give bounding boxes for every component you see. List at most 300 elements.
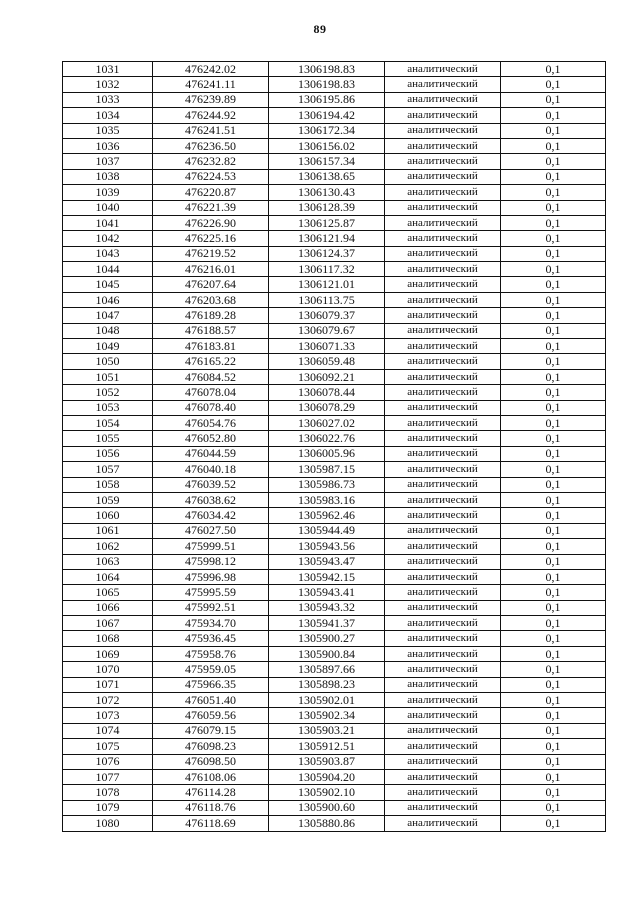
method-cell: аналитический [385, 246, 501, 261]
x-coordinate-cell: 475966.35 [153, 677, 269, 692]
accuracy-cell: 0,1 [501, 769, 606, 784]
y-coordinate-cell: 1306092.21 [269, 369, 385, 384]
y-coordinate-cell: 1306172.34 [269, 123, 385, 138]
x-coordinate-cell: 476118.69 [153, 816, 269, 831]
y-coordinate-cell: 1305941.37 [269, 616, 385, 631]
x-coordinate-cell: 475934.70 [153, 616, 269, 631]
point-number-cell: 1061 [63, 523, 153, 538]
y-coordinate-cell: 1306005.96 [269, 446, 385, 461]
y-coordinate-cell: 1305944.49 [269, 523, 385, 538]
x-coordinate-cell: 475995.59 [153, 585, 269, 600]
table-row [63, 108, 606, 123]
x-coordinate-cell: 476225.16 [153, 231, 269, 246]
y-coordinate-cell: 1305902.10 [269, 785, 385, 800]
y-coordinate-cell: 1305962.46 [269, 508, 385, 523]
point-number-cell: 1070 [63, 662, 153, 677]
method-cell: аналитический [385, 816, 501, 831]
accuracy-cell: 0,1 [501, 415, 606, 430]
x-coordinate-cell: 476051.40 [153, 693, 269, 708]
method-cell: аналитический [385, 415, 501, 430]
point-number-cell: 1042 [63, 231, 153, 246]
x-coordinate-cell: 476098.50 [153, 754, 269, 769]
x-coordinate-cell: 476078.40 [153, 400, 269, 415]
accuracy-cell: 0,1 [501, 477, 606, 492]
y-coordinate-cell: 1306022.76 [269, 431, 385, 446]
point-number-cell: 1032 [63, 77, 153, 92]
method-cell: аналитический [385, 431, 501, 446]
accuracy-cell: 0,1 [501, 92, 606, 107]
method-cell: аналитический [385, 339, 501, 354]
accuracy-cell: 0,1 [501, 569, 606, 584]
table-row [63, 539, 606, 554]
table-row [63, 292, 606, 307]
method-cell: аналитический [385, 292, 501, 307]
accuracy-cell: 0,1 [501, 354, 606, 369]
y-coordinate-cell: 1305880.86 [269, 816, 385, 831]
method-cell: аналитический [385, 754, 501, 769]
accuracy-cell: 0,1 [501, 462, 606, 477]
table-row [63, 446, 606, 461]
point-number-cell: 1054 [63, 415, 153, 430]
point-number-cell: 1057 [63, 462, 153, 477]
y-coordinate-cell: 1305903.21 [269, 723, 385, 738]
accuracy-cell: 0,1 [501, 154, 606, 169]
method-cell: аналитический [385, 585, 501, 600]
accuracy-cell: 0,1 [501, 739, 606, 754]
x-coordinate-cell: 476059.56 [153, 708, 269, 723]
accuracy-cell: 0,1 [501, 754, 606, 769]
y-coordinate-cell: 1306071.33 [269, 339, 385, 354]
table-row [63, 569, 606, 584]
y-coordinate-cell: 1305904.20 [269, 769, 385, 784]
point-number-cell: 1066 [63, 600, 153, 615]
accuracy-cell: 0,1 [501, 785, 606, 800]
accuracy-cell: 0,1 [501, 585, 606, 600]
x-coordinate-cell: 476241.51 [153, 123, 269, 138]
point-number-cell: 1037 [63, 154, 153, 169]
accuracy-cell: 0,1 [501, 431, 606, 446]
point-number-cell: 1049 [63, 339, 153, 354]
accuracy-cell: 0,1 [501, 800, 606, 815]
method-cell: аналитический [385, 785, 501, 800]
point-number-cell: 1080 [63, 816, 153, 831]
method-cell: аналитический [385, 523, 501, 538]
table-row [63, 693, 606, 708]
accuracy-cell: 0,1 [501, 400, 606, 415]
point-number-cell: 1038 [63, 169, 153, 184]
accuracy-cell: 0,1 [501, 554, 606, 569]
point-number-cell: 1047 [63, 308, 153, 323]
method-cell: аналитический [385, 138, 501, 153]
y-coordinate-cell: 1305943.47 [269, 554, 385, 569]
y-coordinate-cell: 1306195.86 [269, 92, 385, 107]
y-coordinate-cell: 1305987.15 [269, 462, 385, 477]
point-number-cell: 1040 [63, 200, 153, 215]
table-row [63, 369, 606, 384]
x-coordinate-cell: 476052.80 [153, 431, 269, 446]
y-coordinate-cell: 1305902.34 [269, 708, 385, 723]
y-coordinate-cell: 1305900.84 [269, 646, 385, 661]
accuracy-cell: 0,1 [501, 616, 606, 631]
method-cell: аналитический [385, 62, 501, 77]
accuracy-cell: 0,1 [501, 292, 606, 307]
point-number-cell: 1043 [63, 246, 153, 261]
method-cell: аналитический [385, 169, 501, 184]
accuracy-cell: 0,1 [501, 262, 606, 277]
y-coordinate-cell: 1306156.02 [269, 138, 385, 153]
table-row [63, 662, 606, 677]
x-coordinate-cell: 476244.92 [153, 108, 269, 123]
y-coordinate-cell: 1306079.37 [269, 308, 385, 323]
method-cell: аналитический [385, 600, 501, 615]
point-number-cell: 1075 [63, 739, 153, 754]
point-number-cell: 1046 [63, 292, 153, 307]
table-row [63, 77, 606, 92]
table-body [63, 62, 606, 832]
point-number-cell: 1078 [63, 785, 153, 800]
table-row [63, 185, 606, 200]
accuracy-cell: 0,1 [501, 693, 606, 708]
accuracy-cell: 0,1 [501, 308, 606, 323]
method-cell: аналитический [385, 323, 501, 338]
y-coordinate-cell: 1306059.48 [269, 354, 385, 369]
table-row [63, 677, 606, 692]
point-number-cell: 1071 [63, 677, 153, 692]
y-coordinate-cell: 1305943.56 [269, 539, 385, 554]
x-coordinate-cell: 475958.76 [153, 646, 269, 661]
x-coordinate-cell: 476221.39 [153, 200, 269, 215]
y-coordinate-cell: 1306113.75 [269, 292, 385, 307]
table-row [63, 123, 606, 138]
method-cell: аналитический [385, 462, 501, 477]
x-coordinate-cell: 475996.98 [153, 569, 269, 584]
table-row [63, 616, 606, 631]
table-row [63, 215, 606, 230]
y-coordinate-cell: 1306078.44 [269, 385, 385, 400]
method-cell: аналитический [385, 631, 501, 646]
accuracy-cell: 0,1 [501, 123, 606, 138]
accuracy-cell: 0,1 [501, 708, 606, 723]
accuracy-cell: 0,1 [501, 492, 606, 507]
method-cell: аналитический [385, 554, 501, 569]
method-cell: аналитический [385, 308, 501, 323]
table-row [63, 92, 606, 107]
table-row [63, 339, 606, 354]
point-number-cell: 1079 [63, 800, 153, 815]
accuracy-cell: 0,1 [501, 508, 606, 523]
y-coordinate-cell: 1305902.01 [269, 693, 385, 708]
point-number-cell: 1034 [63, 108, 153, 123]
table-row [63, 138, 606, 153]
method-cell: аналитический [385, 508, 501, 523]
accuracy-cell: 0,1 [501, 138, 606, 153]
accuracy-cell: 0,1 [501, 816, 606, 831]
point-number-cell: 1064 [63, 569, 153, 584]
table-row [63, 385, 606, 400]
table-row [63, 554, 606, 569]
table-row [63, 154, 606, 169]
point-number-cell: 1048 [63, 323, 153, 338]
x-coordinate-cell: 475998.12 [153, 554, 269, 569]
table-row [63, 785, 606, 800]
point-number-cell: 1050 [63, 354, 153, 369]
table-row [63, 508, 606, 523]
accuracy-cell: 0,1 [501, 677, 606, 692]
coordinates-table [62, 61, 606, 832]
table-row [63, 723, 606, 738]
method-cell: аналитический [385, 200, 501, 215]
x-coordinate-cell: 476219.52 [153, 246, 269, 261]
x-coordinate-cell: 476084.52 [153, 369, 269, 384]
point-number-cell: 1036 [63, 138, 153, 153]
accuracy-cell: 0,1 [501, 169, 606, 184]
y-coordinate-cell: 1306138.65 [269, 169, 385, 184]
y-coordinate-cell: 1305986.73 [269, 477, 385, 492]
point-number-cell: 1059 [63, 492, 153, 507]
method-cell: аналитический [385, 262, 501, 277]
method-cell: аналитический [385, 354, 501, 369]
table-row [63, 816, 606, 831]
x-coordinate-cell: 476040.18 [153, 462, 269, 477]
method-cell: аналитический [385, 185, 501, 200]
accuracy-cell: 0,1 [501, 231, 606, 246]
y-coordinate-cell: 1305943.32 [269, 600, 385, 615]
accuracy-cell: 0,1 [501, 523, 606, 538]
x-coordinate-cell: 476226.90 [153, 215, 269, 230]
method-cell: аналитический [385, 723, 501, 738]
method-cell: аналитический [385, 677, 501, 692]
point-number-cell: 1072 [63, 693, 153, 708]
x-coordinate-cell: 476220.87 [153, 185, 269, 200]
x-coordinate-cell: 476188.57 [153, 323, 269, 338]
y-coordinate-cell: 1306157.34 [269, 154, 385, 169]
method-cell: аналитический [385, 277, 501, 292]
y-coordinate-cell: 1305903.87 [269, 754, 385, 769]
accuracy-cell: 0,1 [501, 339, 606, 354]
method-cell: аналитический [385, 662, 501, 677]
x-coordinate-cell: 476236.50 [153, 138, 269, 153]
point-number-cell: 1045 [63, 277, 153, 292]
y-coordinate-cell: 1305898.23 [269, 677, 385, 692]
table-row [63, 600, 606, 615]
y-coordinate-cell: 1306130.43 [269, 185, 385, 200]
table-row [63, 308, 606, 323]
accuracy-cell: 0,1 [501, 539, 606, 554]
point-number-cell: 1060 [63, 508, 153, 523]
method-cell: аналитический [385, 123, 501, 138]
x-coordinate-cell: 476232.82 [153, 154, 269, 169]
table-row [63, 169, 606, 184]
accuracy-cell: 0,1 [501, 277, 606, 292]
x-coordinate-cell: 476034.42 [153, 508, 269, 523]
y-coordinate-cell: 1306128.39 [269, 200, 385, 215]
table-row [63, 769, 606, 784]
method-cell: аналитический [385, 569, 501, 584]
method-cell: аналитический [385, 231, 501, 246]
table-row [63, 492, 606, 507]
accuracy-cell: 0,1 [501, 62, 606, 77]
x-coordinate-cell: 476114.28 [153, 785, 269, 800]
coordinates-table-container [62, 61, 605, 832]
point-number-cell: 1073 [63, 708, 153, 723]
point-number-cell: 1077 [63, 769, 153, 784]
table-row [63, 754, 606, 769]
accuracy-cell: 0,1 [501, 646, 606, 661]
x-coordinate-cell: 476027.50 [153, 523, 269, 538]
x-coordinate-cell: 476118.76 [153, 800, 269, 815]
point-number-cell: 1055 [63, 431, 153, 446]
x-coordinate-cell: 476189.28 [153, 308, 269, 323]
point-number-cell: 1044 [63, 262, 153, 277]
method-cell: аналитический [385, 92, 501, 107]
table-row [63, 246, 606, 261]
method-cell: аналитический [385, 446, 501, 461]
point-number-cell: 1031 [63, 62, 153, 77]
accuracy-cell: 0,1 [501, 446, 606, 461]
x-coordinate-cell: 476242.02 [153, 62, 269, 77]
point-number-cell: 1065 [63, 585, 153, 600]
y-coordinate-cell: 1305900.27 [269, 631, 385, 646]
method-cell: аналитический [385, 693, 501, 708]
point-number-cell: 1039 [63, 185, 153, 200]
x-coordinate-cell: 475999.51 [153, 539, 269, 554]
y-coordinate-cell: 1306027.02 [269, 415, 385, 430]
x-coordinate-cell: 476098.23 [153, 739, 269, 754]
method-cell: аналитический [385, 77, 501, 92]
accuracy-cell: 0,1 [501, 108, 606, 123]
point-number-cell: 1074 [63, 723, 153, 738]
table-row [63, 277, 606, 292]
method-cell: аналитический [385, 492, 501, 507]
point-number-cell: 1051 [63, 369, 153, 384]
point-number-cell: 1067 [63, 616, 153, 631]
y-coordinate-cell: 1306124.37 [269, 246, 385, 261]
x-coordinate-cell: 476078.04 [153, 385, 269, 400]
method-cell: аналитический [385, 385, 501, 400]
y-coordinate-cell: 1306121.01 [269, 277, 385, 292]
point-number-cell: 1063 [63, 554, 153, 569]
method-cell: аналитический [385, 400, 501, 415]
table-row [63, 800, 606, 815]
x-coordinate-cell: 476183.81 [153, 339, 269, 354]
accuracy-cell: 0,1 [501, 631, 606, 646]
method-cell: аналитический [385, 616, 501, 631]
y-coordinate-cell: 1305897.66 [269, 662, 385, 677]
point-number-cell: 1062 [63, 539, 153, 554]
y-coordinate-cell: 1305942.15 [269, 569, 385, 584]
y-coordinate-cell: 1306198.83 [269, 77, 385, 92]
method-cell: аналитический [385, 646, 501, 661]
table-row [63, 431, 606, 446]
y-coordinate-cell: 1306121.94 [269, 231, 385, 246]
point-number-cell: 1056 [63, 446, 153, 461]
x-coordinate-cell: 475992.51 [153, 600, 269, 615]
accuracy-cell: 0,1 [501, 723, 606, 738]
method-cell: аналитический [385, 739, 501, 754]
accuracy-cell: 0,1 [501, 200, 606, 215]
x-coordinate-cell: 476216.01 [153, 262, 269, 277]
method-cell: аналитический [385, 108, 501, 123]
point-number-cell: 1053 [63, 400, 153, 415]
accuracy-cell: 0,1 [501, 662, 606, 677]
accuracy-cell: 0,1 [501, 185, 606, 200]
x-coordinate-cell: 476239.89 [153, 92, 269, 107]
method-cell: аналитический [385, 154, 501, 169]
table-row [63, 262, 606, 277]
accuracy-cell: 0,1 [501, 246, 606, 261]
method-cell: аналитический [385, 769, 501, 784]
x-coordinate-cell: 476203.68 [153, 292, 269, 307]
table-row [63, 323, 606, 338]
y-coordinate-cell: 1305943.41 [269, 585, 385, 600]
page-number: 89 [313, 22, 327, 36]
x-coordinate-cell: 475959.05 [153, 662, 269, 677]
point-number-cell: 1052 [63, 385, 153, 400]
y-coordinate-cell: 1306117.32 [269, 262, 385, 277]
table-row [63, 200, 606, 215]
y-coordinate-cell: 1306194.42 [269, 108, 385, 123]
table-row [63, 646, 606, 661]
y-coordinate-cell: 1306078.29 [269, 400, 385, 415]
table-row [63, 739, 606, 754]
table-row [63, 462, 606, 477]
accuracy-cell: 0,1 [501, 385, 606, 400]
table-row [63, 354, 606, 369]
point-number-cell: 1033 [63, 92, 153, 107]
x-coordinate-cell: 476207.64 [153, 277, 269, 292]
table-row [63, 400, 606, 415]
method-cell: аналитический [385, 708, 501, 723]
table-row [63, 477, 606, 492]
method-cell: аналитический [385, 215, 501, 230]
accuracy-cell: 0,1 [501, 600, 606, 615]
table-row [63, 523, 606, 538]
table-row [63, 415, 606, 430]
y-coordinate-cell: 1305983.16 [269, 492, 385, 507]
y-coordinate-cell: 1305912.51 [269, 739, 385, 754]
point-number-cell: 1058 [63, 477, 153, 492]
x-coordinate-cell: 475936.45 [153, 631, 269, 646]
method-cell: аналитический [385, 369, 501, 384]
x-coordinate-cell: 476108.06 [153, 769, 269, 784]
accuracy-cell: 0,1 [501, 369, 606, 384]
table-row [63, 585, 606, 600]
point-number-cell: 1035 [63, 123, 153, 138]
method-cell: аналитический [385, 539, 501, 554]
table-row [63, 631, 606, 646]
table-row [63, 231, 606, 246]
x-coordinate-cell: 476039.52 [153, 477, 269, 492]
table-row [63, 708, 606, 723]
accuracy-cell: 0,1 [501, 77, 606, 92]
point-number-cell: 1041 [63, 215, 153, 230]
y-coordinate-cell: 1305900.60 [269, 800, 385, 815]
x-coordinate-cell: 476079.15 [153, 723, 269, 738]
point-number-cell: 1069 [63, 646, 153, 661]
y-coordinate-cell: 1306125.87 [269, 215, 385, 230]
x-coordinate-cell: 476224.53 [153, 169, 269, 184]
point-number-cell: 1076 [63, 754, 153, 769]
method-cell: аналитический [385, 800, 501, 815]
x-coordinate-cell: 476044.59 [153, 446, 269, 461]
y-coordinate-cell: 1306198.83 [269, 62, 385, 77]
y-coordinate-cell: 1306079.67 [269, 323, 385, 338]
x-coordinate-cell: 476054.76 [153, 415, 269, 430]
method-cell: аналитический [385, 477, 501, 492]
x-coordinate-cell: 476038.62 [153, 492, 269, 507]
x-coordinate-cell: 476241.11 [153, 77, 269, 92]
table-row [63, 62, 606, 77]
